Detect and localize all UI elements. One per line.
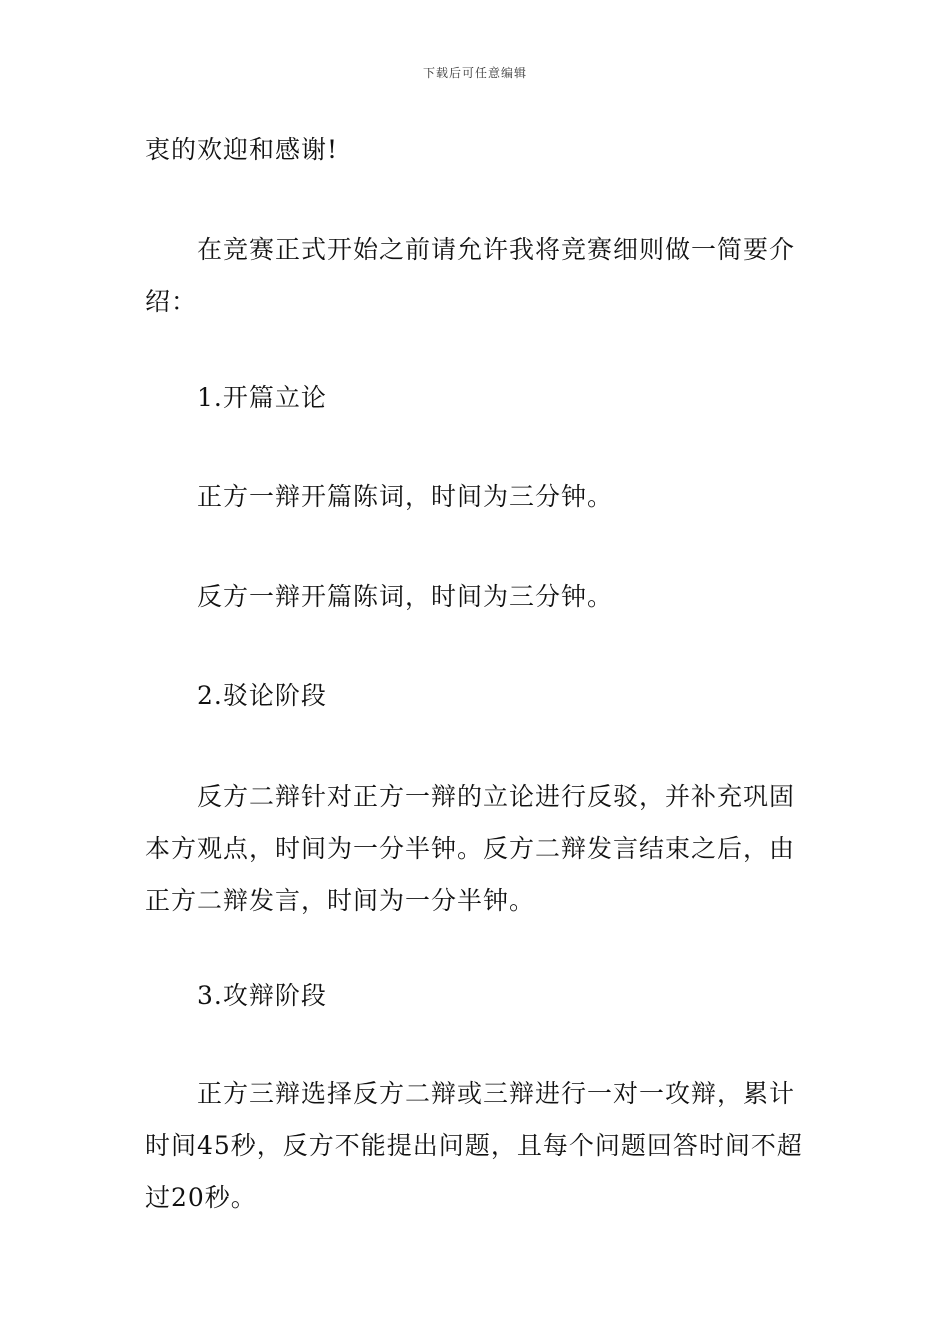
paragraph-intro: 在竞赛正式开始之前请允许我将竞赛细则做一简要介绍： [145,235,796,316]
section-heading-opening: 1.开篇立论 [197,383,327,412]
section-heading-cross-exam: 3.攻辩阶段 [197,981,327,1010]
section-heading-rebuttal: 2.驳论阶段 [197,681,327,710]
paragraph-affirmative-first: 正方一辩开篇陈词，时间为三分钟。 [197,482,614,511]
paragraph-negative-first: 反方一辩开篇陈词，时间为三分钟。 [197,582,614,611]
paragraph-cross-exam-rules: 正方三辩选择反方二辩或三辩进行一对一攻辩，累计时间45秒，反方不能提出问题，且每个问题回答时间不超过20秒。 [145,1079,803,1212]
page-header: 下载后可任意编辑 [422,66,527,80]
paragraph-closing-thanks: 衷的欢迎和感谢! [145,135,339,164]
paragraph-rebuttal-rules: 反方二辩针对正方一辩的立论进行反驳，并补充巩固本方观点，时间为一分半钟。反方二辩发言结束之后，由正方二辩发言，时间为一分半钟。 [145,782,796,915]
